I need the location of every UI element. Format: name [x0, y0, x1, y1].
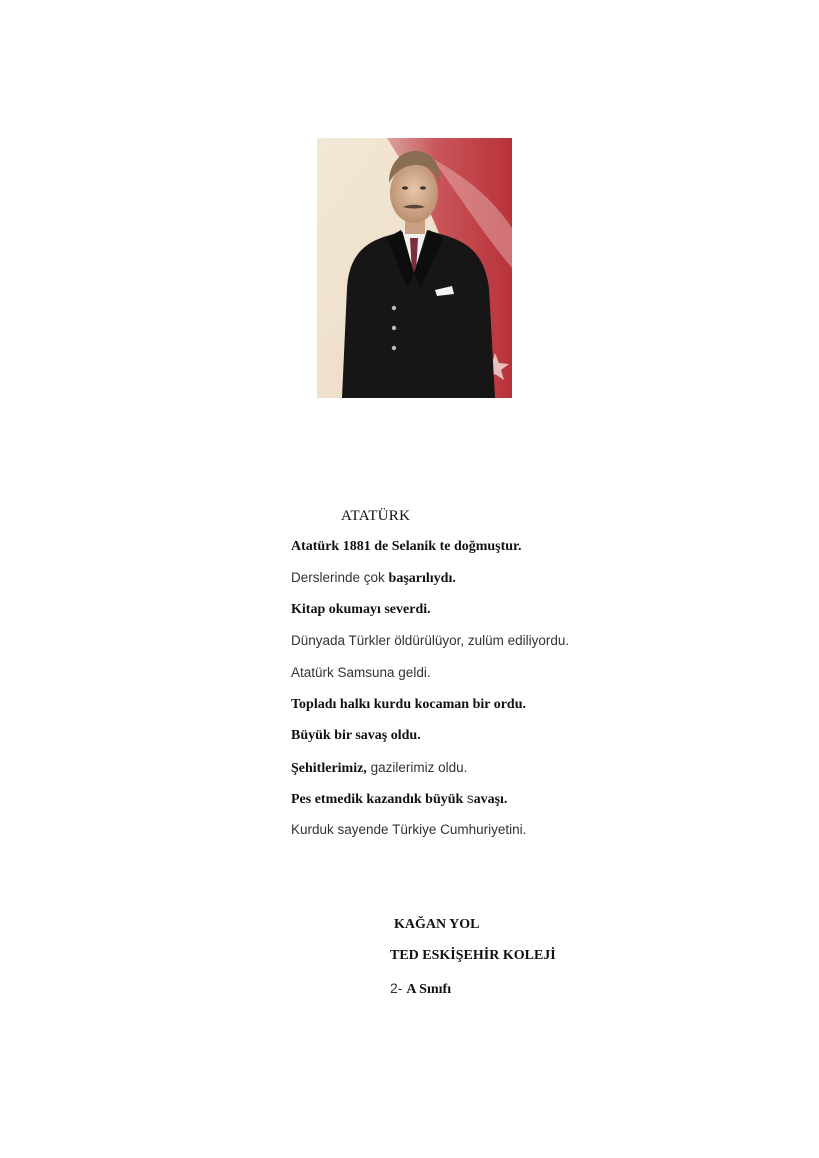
poem-line-5: Atatürk Samsuna geldi. — [291, 665, 431, 680]
poem-title: ATATÜRK — [341, 508, 411, 524]
poem-line-3: Kitap okumayı severdi. — [291, 602, 431, 617]
poem-line-8: Şehitlerimiz, gazilerimiz oldu. — [291, 760, 468, 776]
author-name: KAĞAN YOL — [394, 917, 480, 932]
poem-line-1: Atatürk 1881 de Selanik te doğmuştur. — [291, 539, 522, 554]
poem-line-7: Büyük bir savaş oldu. — [291, 728, 421, 743]
poem-line-2: Derslerinde çok başarılıydı. — [291, 570, 456, 586]
poem-line-4: Dünyada Türkler öldürülüyor, zulüm ediliyordu. — [291, 633, 570, 648]
poem-line-6: Topladı halkı kurdu kocaman bir ordu. — [291, 697, 526, 712]
ataturk-portrait-icon — [317, 138, 512, 398]
school-name: TED ESKİŞEHİR KOLEJİ — [390, 948, 556, 963]
poem-line-9: Pes etmedik kazandık büyük savaşı. — [291, 791, 508, 807]
class-line: 2- A Sınıfı — [390, 980, 452, 997]
poem-line-10: Kurduk sayende Türkiye Cumhuriyetini. — [291, 822, 527, 837]
